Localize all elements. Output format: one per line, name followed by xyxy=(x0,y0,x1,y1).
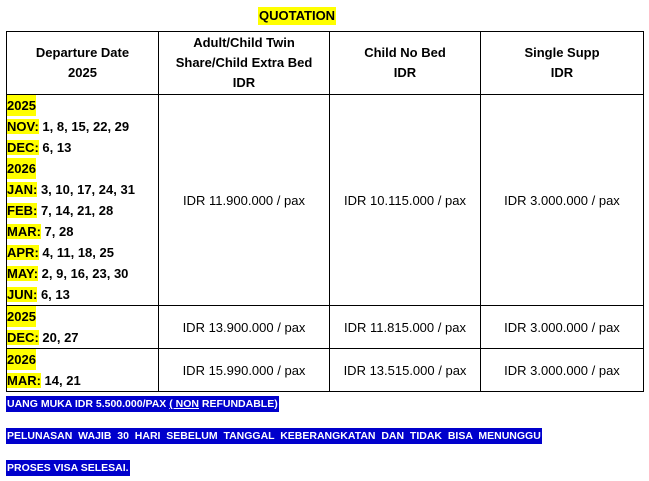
header-adult-line1: Adult/Child Twin xyxy=(193,35,295,50)
year-label: 2025 xyxy=(7,306,36,327)
quotation-table xyxy=(6,31,644,392)
non-refundable-underlined: ( NON xyxy=(169,398,199,410)
header-row xyxy=(7,32,644,95)
header-adult-currency: IDR xyxy=(232,75,256,90)
header-departure-year: 2025 xyxy=(68,65,97,80)
month-label: DEC: xyxy=(7,140,39,155)
header-child-currency: IDR xyxy=(393,65,417,80)
child-no-bed-price: IDR 10.115.000 / pax xyxy=(330,95,481,306)
single-supp-price: IDR 3.000.000 / pax xyxy=(481,306,644,349)
month-label: DEC: xyxy=(7,330,39,345)
child-no-bed-price: IDR 13.515.000 / pax xyxy=(330,349,481,392)
day-list: 1, 8, 15, 22, 29 xyxy=(38,119,130,134)
departure-dates-cell xyxy=(7,306,159,349)
month-label: JUN: xyxy=(7,287,38,302)
day-list: 2, 9, 16, 23, 30 xyxy=(38,266,129,281)
adult-price: IDR 13.900.000 / pax xyxy=(159,306,330,349)
day-list: 14, 21 xyxy=(40,373,81,388)
year-label: 2025 xyxy=(7,95,36,116)
day-list: 6, 13 xyxy=(37,287,70,302)
header-single-label: Single Supp xyxy=(524,45,600,60)
header-departure-label: Departure Date xyxy=(35,45,130,60)
month-label: APR: xyxy=(7,245,39,260)
payment-note-line1 xyxy=(6,428,542,444)
single-supp-price: IDR 3.000.000 / pax xyxy=(481,349,644,392)
day-list: 4, 11, 18, 25 xyxy=(38,245,114,260)
page-title: QUOTATION xyxy=(259,8,336,23)
day-list: 7, 28 xyxy=(40,224,74,239)
header-adult-twin xyxy=(159,32,330,95)
refundable-text: REFUNDABLE) xyxy=(198,398,278,410)
header-single-supp xyxy=(481,32,644,95)
table-row xyxy=(7,95,644,306)
day-list: 7, 14, 21, 28 xyxy=(37,203,114,218)
payment-text-line2: PROSES VISA SELESAI. xyxy=(7,462,129,474)
month-label: MAR: xyxy=(7,373,41,388)
payment-text-line1: PELUNASAN WAJIB 30 HARI SEBELUM TANGGAL KEBERANGKATAN DAN TIDAK BISA MENUNGGU xyxy=(7,430,541,442)
adult-price: IDR 11.900.000 / pax xyxy=(159,95,330,306)
header-single-currency: IDR xyxy=(550,65,574,80)
adult-price: IDR 15.990.000 / pax xyxy=(159,349,330,392)
month-label: FEB: xyxy=(7,203,38,218)
down-payment-text: UANG MUKA IDR 5.500.000/PAX xyxy=(7,398,170,410)
down-payment-note xyxy=(6,396,279,412)
header-child-label: Child No Bed xyxy=(364,45,446,60)
departure-dates-cell xyxy=(7,349,159,392)
header-adult-line2: Share/Child Extra Bed xyxy=(175,55,313,70)
table-row xyxy=(7,306,644,349)
day-list: 3, 10, 17, 24, 31 xyxy=(37,182,135,197)
day-list: 20, 27 xyxy=(38,330,79,345)
payment-note-line2 xyxy=(6,460,130,476)
day-list: 6, 13 xyxy=(38,140,72,155)
header-child-no-bed xyxy=(330,32,481,95)
departure-dates-cell xyxy=(7,95,159,306)
child-no-bed-price: IDR 11.815.000 / pax xyxy=(330,306,481,349)
year-label: 2026 xyxy=(7,349,36,370)
month-label: NOV: xyxy=(7,119,39,134)
header-departure-date xyxy=(7,32,159,95)
month-label: MAY: xyxy=(7,266,39,281)
month-label: JAN: xyxy=(7,182,38,197)
single-supp-price: IDR 3.000.000 / pax xyxy=(481,95,644,306)
year-label: 2026 xyxy=(7,158,36,179)
month-label: MAR: xyxy=(7,224,41,239)
table-row xyxy=(7,349,644,392)
